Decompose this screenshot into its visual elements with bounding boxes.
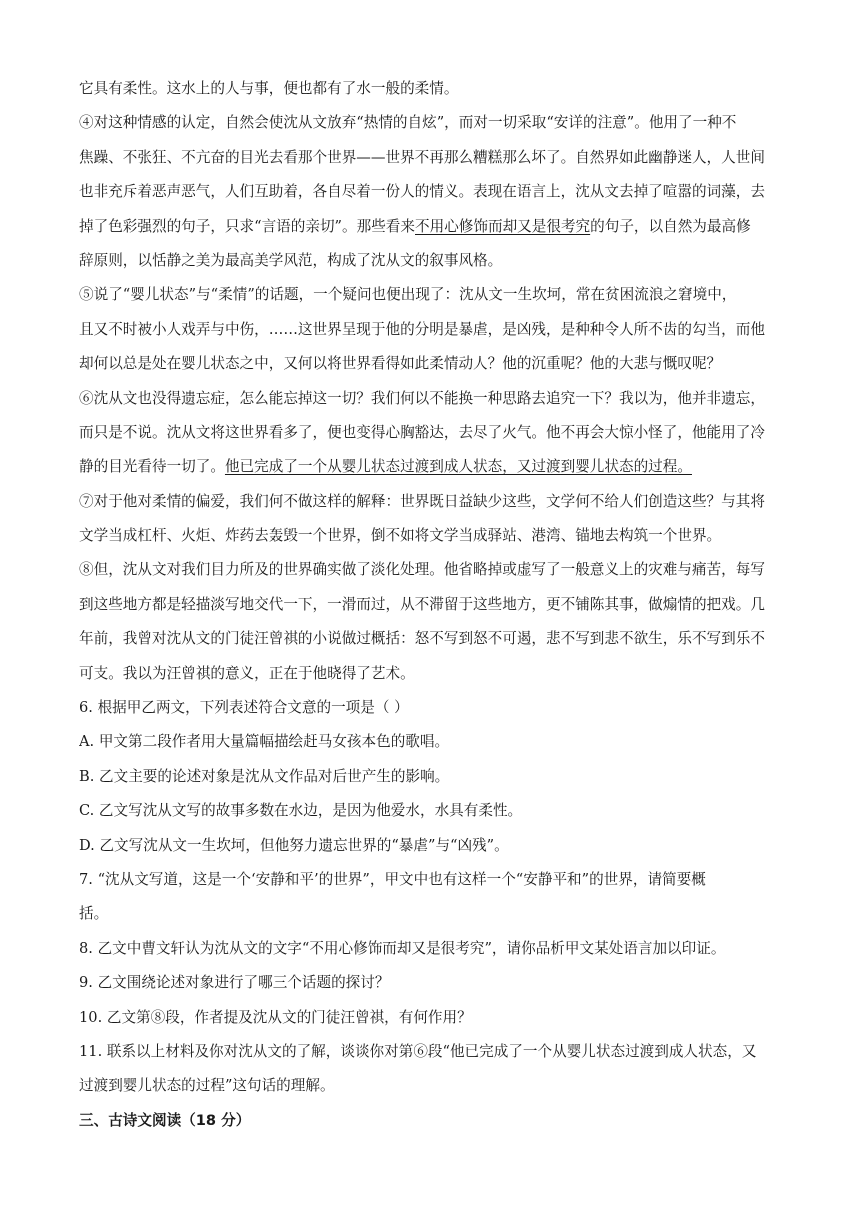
passage-line: 而只是不说。沈从文将这世界看多了，便也变得心胸豁达，去尽了火气。他不再会大惊小怪了，他能用了冷 xyxy=(79,423,765,441)
section-heading: 三、古诗文阅读（18 分） xyxy=(79,1111,251,1129)
passage-line: 到这些地方都是轻描淡写地交代一下，一滑而过，从不滞留于这些地方，更不铺陈其事，做煽情的把戏。几 xyxy=(79,595,765,613)
passage-line: 也非充斥着恶声恶气，人们互助着，各自尽着一份人的情义。表现在语言上，沈从文去掉了喧嚣的词藻，去 xyxy=(79,183,765,201)
paragraph-7-start: ⑦对于他对柔情的偏爱，我们何不做这样的解释：世界既日益缺少这些，文学何不给人们创造这些？与其将 xyxy=(79,492,765,510)
paragraph-6-start: ⑥沈从文也没得遗忘症，怎么能忘掉这一切？我们何以不能换一种思路去追究一下？我以为，他并非遗忘， xyxy=(79,389,765,407)
question-11: 11. 联系以上材料及你对沈从文的了解，谈谈你对第⑥段“他已完成了一个从婴儿状态过渡到成人状态，又 xyxy=(79,1042,757,1060)
passage-line: 它具有柔性。这水上的人与事，便也都有了水一般的柔情。 xyxy=(79,80,459,97)
text-span: 掉了色彩强烈的句子，只求“言语的亲切”。那些看来 xyxy=(79,217,415,235)
passage-line: 焦躁、不张狂、不亢奋的目光去看那个世界——世界不再那么糟糕那么坏了。自然界如此幽静迷人，人世间 xyxy=(79,148,765,166)
passage-line xyxy=(79,210,795,244)
question-6: 6. 根据甲乙两文，下列表述符合文意的一项是（ ） xyxy=(79,699,409,717)
question-11-continued: 过渡到婴儿状态的过程”这句话的理解。 xyxy=(79,1077,335,1095)
passage-line: 可支。我以为汪曾祺的意义，正在于他晓得了艺术。 xyxy=(79,664,415,682)
paragraph-8-start: ⑧但，沈从文对我们目力所及的世界确实做了淡化处理。他省略掉或虚写了一般意义上的灾难与痛苦，每写 xyxy=(79,561,765,579)
question-7-continued: 括。 xyxy=(79,905,109,923)
document-page xyxy=(79,72,795,1138)
option-a: A. 甲文第二段作者用大量篇幅描绘赶马女孩本色的歌唱。 xyxy=(79,733,450,751)
passage-line: 且又不时被小人戏弄与中伤，……这世界呈现于他的分明是暴虐，是凶残，是种种令人所不齿的勾当，而他 xyxy=(79,320,765,338)
underlined-sentence: 他已完成了一个从婴儿状态过渡到成人状态，又过渡到婴儿状态的过程。 xyxy=(224,458,692,476)
passage-line xyxy=(79,450,795,484)
passage-line: 文学当成杠杆、火炬、炸药去轰毁一个世界，倒不如将文学当成驿站、港湾、锚地去构筑一个世界。 xyxy=(79,527,722,545)
question-10: 10. 乙文第⑧段，作者提及沈从文的门徒汪曾祺，有何作用？ xyxy=(79,1008,472,1026)
option-b: B. 乙文主要的论述对象是沈从文作品对后世产生的影响。 xyxy=(79,767,450,785)
question-7: 7. “沈从文写道，这是一个‘安静和平’的世界”，甲文中也有这样一个“安静平和”的世界，请简要概 xyxy=(79,870,706,888)
underlined-phrase: 不用心修饰而却又是很考究 xyxy=(415,217,591,235)
question-8: 8. 乙文中曹文轩认为沈从文的文字“不用心修饰而却又是很考究”，请你品析甲文某处语言加以印证。 xyxy=(79,939,726,957)
text-span: 静的目光看待一切了。 xyxy=(79,458,225,476)
passage-line: 年前，我曾对沈从文的门徒汪曾祺的小说做过概括：怒不写到怒不可遏，悲不写到悲不欲生，乐不写到乐不 xyxy=(79,630,765,648)
text-span: 的句子，以自然为最高修 xyxy=(590,217,751,235)
option-d: D. 乙文写沈从文一生坎坷，但他努力遗忘世界的“暴虐”与“凶残”。 xyxy=(79,836,509,854)
passage-line: 辞原则，以恬静之美为最高美学风范，构成了沈从文的叙事风格。 xyxy=(79,251,503,269)
paragraph-5-start: ⑤说了“婴儿状态”与“柔情”的话题，一个疑问也便出现了：沈从文一生坎坷，常在贫困流浪之窘境中， xyxy=(79,286,737,304)
question-9: 9. 乙文围绕论述对象进行了哪三个话题的探讨？ xyxy=(79,974,390,992)
paragraph-4-start: ④对这种情感的认定，自然会使沈从文放弃“热情的自炫”，而对一切采取“安详的注意”。他用了一种不 xyxy=(79,114,737,132)
option-c: C. 乙文写沈从文写的故事多数在水边，是因为他爱水，水具有柔性。 xyxy=(79,802,523,820)
passage-line: 却何以总是处在婴儿状态之中，又何以将世界看得如此柔情动人？他的沉重呢？他的大悲与慨叹呢？ xyxy=(79,355,722,373)
